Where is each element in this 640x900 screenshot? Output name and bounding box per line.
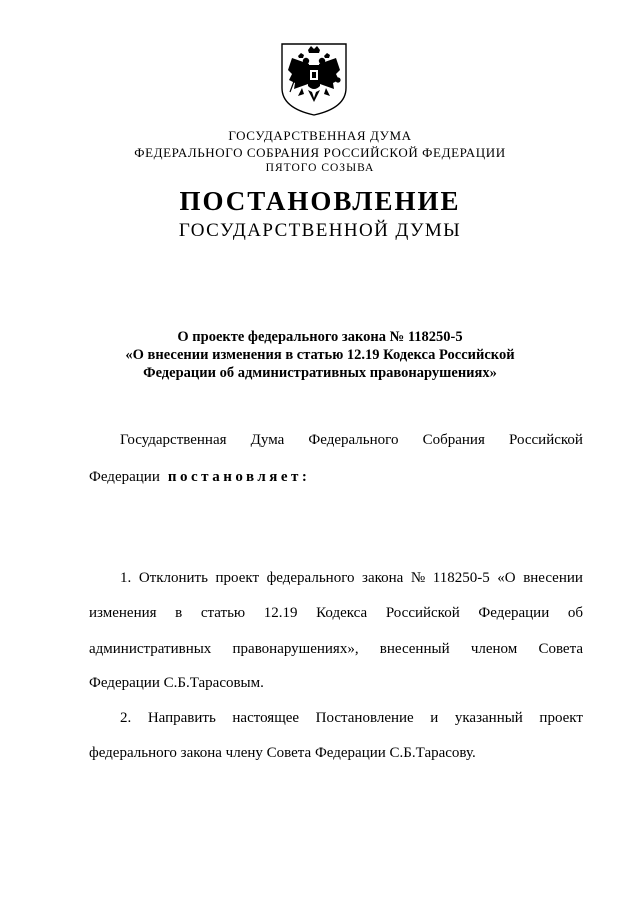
- word: проект: [539, 710, 583, 726]
- header-federal-assembly: ФЕДЕРАЛЬНОГО СОБРАНИЯ РОССИЙСКОЙ ФЕДЕРАЦИИ: [134, 145, 506, 160]
- header-convocation: ПЯТОГО СОЗЫВА: [265, 162, 375, 174]
- word: статью: [200, 605, 246, 621]
- document-issuer: ГОСУДАРСТВЕННОЙ ДУМЫ: [178, 220, 462, 241]
- word: административных: [89, 641, 212, 657]
- document-type: ПОСТАНОВЛЕНИЕ: [179, 186, 461, 216]
- word: настоящее: [232, 710, 300, 726]
- word: №: [410, 570, 426, 586]
- preamble-word: Государственная: [120, 432, 227, 448]
- paragraph-text: федерального закона члену Совета Федерации С.Б.Тарасову.: [89, 745, 476, 761]
- word: «О: [497, 570, 516, 586]
- word: внесении: [523, 570, 583, 586]
- word: Совета: [538, 641, 583, 657]
- word: изменения: [89, 605, 157, 621]
- header-duma: ГОСУДАРСТВЕННАЯ ДУМА: [228, 128, 412, 143]
- preamble-line: [89, 469, 583, 486]
- paragraph-line: [89, 641, 583, 658]
- word: Российской: [385, 605, 460, 621]
- word: правонарушениях»,: [232, 641, 359, 657]
- preamble-word: Российской: [509, 432, 583, 448]
- paragraph-line: [89, 605, 583, 622]
- preamble-word: Федерального: [308, 432, 399, 448]
- word: закона: [362, 570, 404, 586]
- word: Кодекса: [316, 605, 368, 621]
- word: проект: [215, 570, 260, 586]
- resolves-word: постановляет:: [167, 469, 311, 485]
- word: 2.: [120, 710, 132, 726]
- preamble-word: Федерации: [89, 469, 160, 485]
- preamble-line: [120, 432, 583, 449]
- preamble-word: Дума: [250, 432, 285, 448]
- word: Федерации: [478, 605, 550, 621]
- paragraph-line: [120, 570, 583, 587]
- paragraph-text: Федерации С.Б.Тарасовым.: [89, 675, 264, 691]
- word: 118250-5: [432, 570, 490, 586]
- word: членом: [470, 641, 518, 657]
- word: об: [567, 605, 583, 621]
- document-title-line: О проекте федерального закона № 118250-5: [177, 329, 463, 345]
- coat-of-arms-icon: [278, 40, 350, 118]
- document-title-line: Федерации об административных правонарушениях»: [143, 365, 497, 381]
- preamble-word: Собрания: [422, 432, 485, 448]
- word: в: [175, 605, 183, 621]
- paragraph-line: [89, 745, 583, 762]
- paragraph-line: [120, 710, 583, 727]
- word: 1.: [120, 570, 132, 586]
- word: федерального: [266, 570, 355, 586]
- word: и: [430, 710, 439, 726]
- word: 12.19: [263, 605, 298, 621]
- word: Постановление: [315, 710, 414, 726]
- paragraph-line: [89, 675, 583, 692]
- word: Отклонить: [138, 570, 208, 586]
- document-title-line: «О внесении изменения в статью 12.19 Кодекса Российской: [125, 347, 515, 363]
- word: Направить: [147, 710, 216, 726]
- word: внесенный: [379, 641, 450, 657]
- word: указанный: [454, 710, 523, 726]
